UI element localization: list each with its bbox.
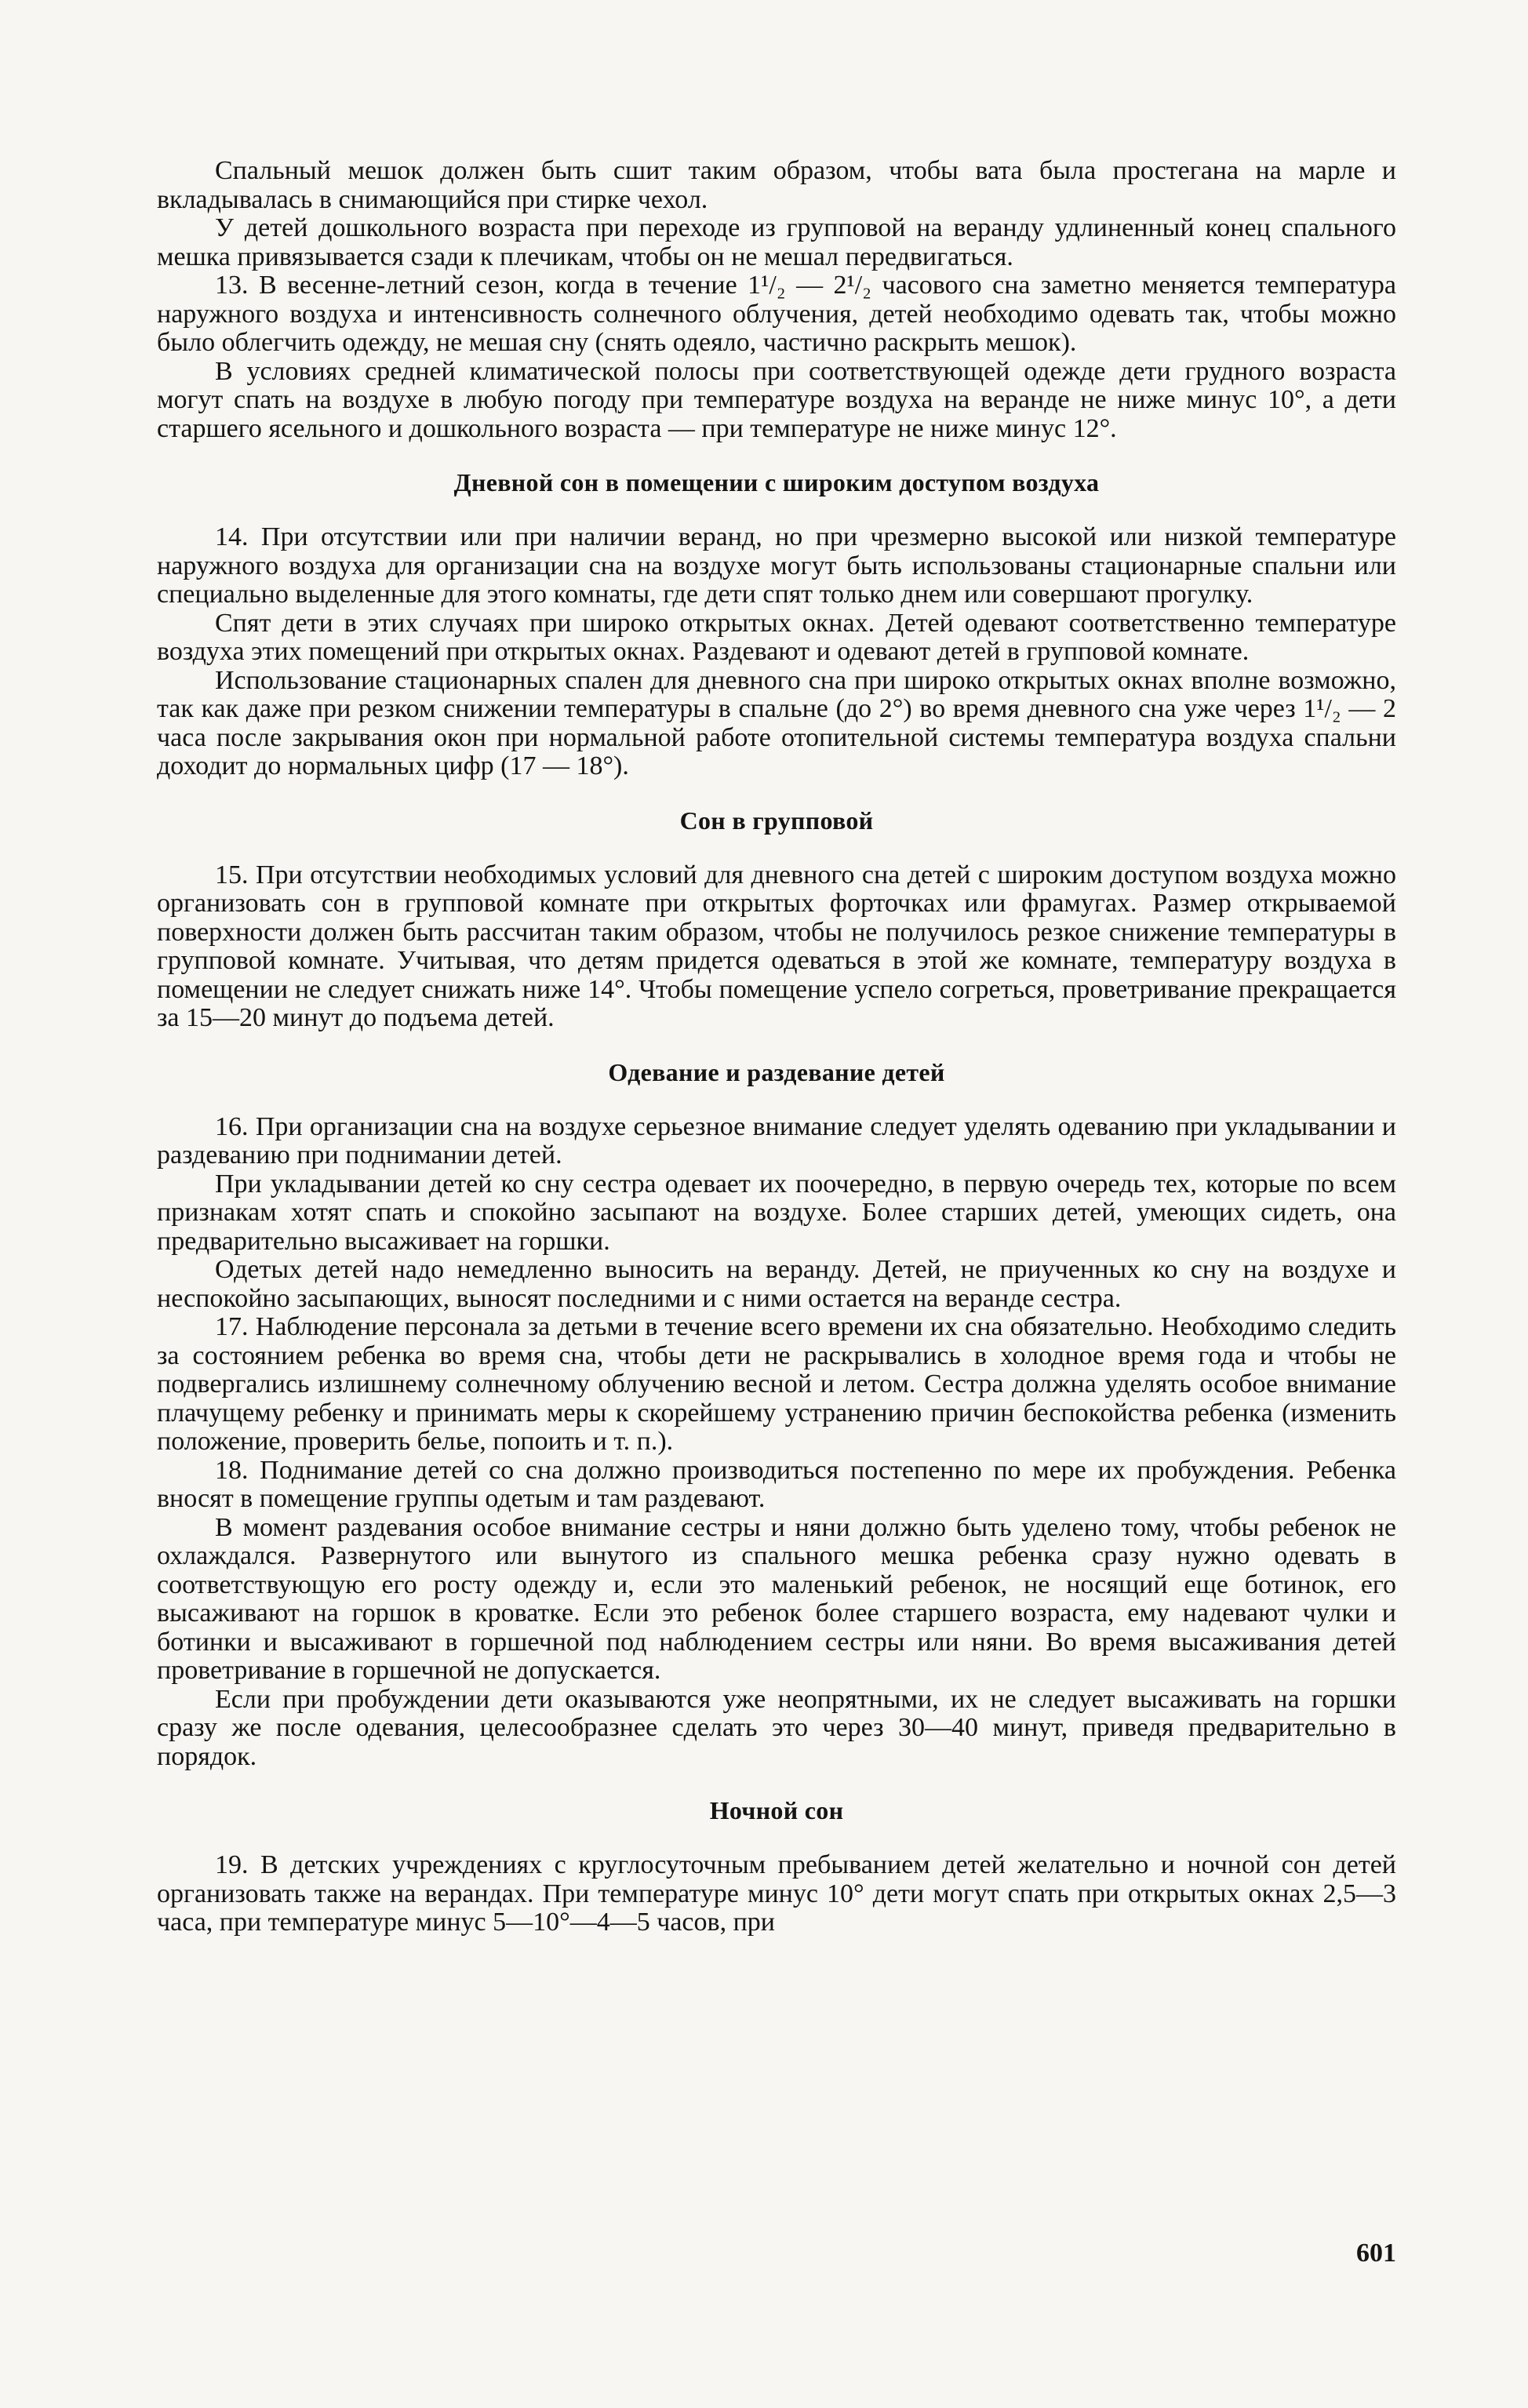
paragraph: 13. В весенне-летний сезон, когда в течение 1¹/₂ — 2¹/₂ часового сна заметно меняется температура наружного воздуха и интенсивность солнечного облучения, детей необходимо одевать так, чтобы можно было облегчить одежду, не мешая сну (снять одеяло, частично раскрыть мешок). [157,271,1396,357]
page-body [157,157,1396,1937]
paragraph: Спальный мешок должен быть сшит таким образом, чтобы вата была простегана на марле и вкладывалась в снимающийся при стирке чехол. [157,156,1396,214]
paragraph: 14. При отсутствии или при наличии веранд, но при чрезмерно высокой или низкой температуре наружного воздуха для организации сна на воздухе могут быть использованы стационарные спальни или специально выделенные для этого комнаты, где дети спят только днем или совершают прогулку. [157,522,1396,609]
paragraph: В условиях средней климатической полосы при соответствующей одежде дети грудного возраста могут спать на воздухе в любую погоду при температуре воздуха на веранде не ниже минус 10°, а дети старшего ясельного и дошкольного возраста — при температуре не ниже минус 12°. [157,356,1396,443]
paragraph: В момент раздевания особое внимание сестры и няни должно быть уделено тому, чтобы ребенок не охлаждался. Развернутого или вынутого из спального мешка ребенка сразу нужно одевать в соответствующую его росту одежду и, если это маленький ребенок, не носящий еще ботинок, его высаживают на горшок в кроватке. Если это ребенок более старшего возраста, ему надевают чулки и ботинки и высаживают в горшечной под наблюдением сестры или няни. Во время высаживания детей проветривание в горшечной не допускается. [157,1512,1396,1685]
paragraph: Одетых детей надо немедленно выносить на веранду. Детей, не приученных ко сну на воздухе и неспокойно засыпающих, выносят последними и с ними остается на веранде сестра. [157,1255,1396,1313]
paragraph: Если при пробуждении дети оказываются уже неопрятными, их не следует высаживать на горшки сразу же после одевания, целесообразнее сделать это через 30—40 минут, приведя предварительно в порядок. [157,1684,1396,1771]
section-heading: Ночной сон [709,1796,844,1824]
paragraph: У детей дошкольного возраста при переходе из групповой на веранду удлиненный конец спального мешка привязывается сзади к плечикам, чтобы он не мешал передвигаться. [157,213,1396,271]
paragraph: Спят дети в этих случаях при широко открытых окнах. Детей одевают соответственно температуре воздуха этих помещений при открытых окнах. Раздевают и одевают детей в групповой комнате. [157,608,1396,666]
page-number: 601 [1356,2239,1396,2268]
paragraph: 16. При организации сна на воздухе серьезное внимание следует уделять одеванию при укладывании и раздеванию при поднимании детей. [157,1111,1396,1169]
section-heading: Одевание и раздевание детей [608,1057,945,1086]
paragraph: 15. При отсутствии необходимых условий для дневного сна детей с широким доступом воздуха можно организовать сон в групповой комнате при открытых форточках или фрамугах. Размер открываемой поверхности должен быть рассчитан таким образом, чтобы не получилось резкое снижение температуры в групповой комнате. Учитывая, что детям придется одеваться в этой же комнате, температуру воздуха в помещении не следует снижать ниже 14°. Чтобы помещение успело согреться, проветривание прекращается за 15—20 минут до подъема детей. [157,860,1396,1032]
paragraph: При укладывании детей ко сну сестра одевает их поочередно, в первую очередь тех, которые по всем признакам хотят спать и спокойно засыпают на воздухе. Более старших детей, умеющих сидеть, она предварительно высаживает на горшки. [157,1169,1396,1256]
section-heading: Сон в групповой [679,806,874,835]
paragraph: 17. Наблюдение персонала за детьми в течение всего времени их сна обязательно. Необходимо следить за состоянием ребенка во время сна, чтобы дети не раскрывались в холодное время года и чтобы не подвергались излишнему солнечному облучению весной и летом. Сестра должна уделять особое внимание плачущему ребенку и принимать меры к скорейшему устранению причин беспокойства ребенка (изменить положение, проверить белье, попоить и т. п.). [157,1312,1396,1456]
paragraph: Использование стационарных спален для дневного сна при широко открытых окнах вполне возможно, так как даже при резком снижении температуры в спальне (до 2°) во время дневного сна уже через 1¹/₂ — 2 часа после закрывания окон при нормальной работе отопительной системы температура воздуха спальни доходит до нормальных цифр (17 — 18°). [157,665,1396,780]
paragraph: 19. В детских учреждениях с круглосуточным пребыванием детей желательно и ночной сон детей организовать также на верандах. При температуре минус 10° дети могут спать при открытых окнах 2,5—3 часа, при температуре минус 5—10°—4—5 часов, при [157,1850,1396,1937]
paragraph: 18. Поднимание детей со сна должно производиться постепенно по мере их пробуждения. Ребенка вносят в помещение группы одетым и там раздевают. [157,1455,1396,1513]
section-heading: Дневной сон в помещении с широким доступом воздуха [453,468,1100,497]
